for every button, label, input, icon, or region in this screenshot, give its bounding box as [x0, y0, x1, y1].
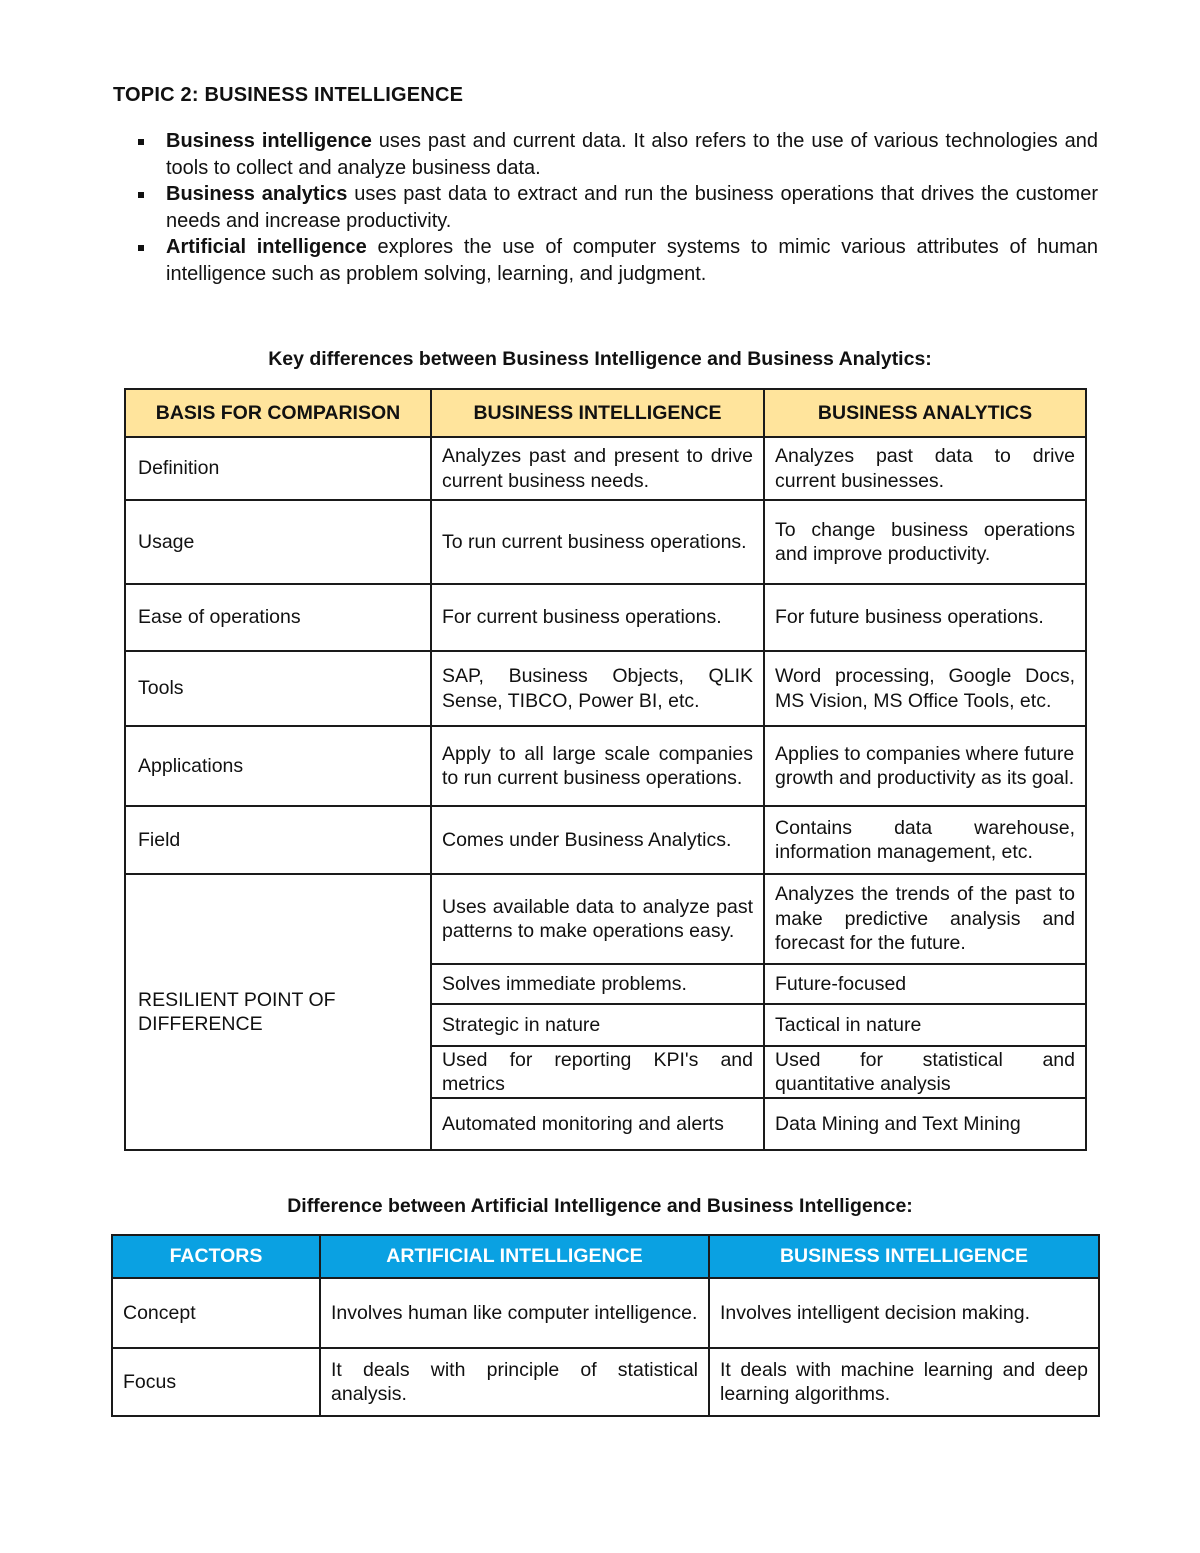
- header-cell: BUSINESS INTELLIGENCE: [431, 389, 764, 437]
- bi-cell: Automated monitoring and alerts: [431, 1098, 764, 1150]
- ba-cell: Applies to companies where future growth and productivity as its goal.: [764, 726, 1086, 806]
- definition-list: [166, 128, 1098, 288]
- ba-cell: To change business operations and improve productivity.: [764, 500, 1086, 584]
- square-bullet-icon: [138, 192, 144, 198]
- ai-vs-bi-table: [111, 1234, 1100, 1417]
- ba-cell: Future-focused: [764, 964, 1086, 1004]
- basis-cell: Field: [125, 806, 431, 874]
- header-cell: BUSINESS INTELLIGENCE: [709, 1235, 1099, 1278]
- bi-cell: Solves immediate problems.: [431, 964, 764, 1004]
- factor-cell: Concept: [112, 1278, 320, 1348]
- table-row: [125, 874, 1086, 964]
- header-cell: ARTIFICIAL INTELLIGENCE: [320, 1235, 709, 1278]
- list-item: [166, 234, 1098, 287]
- bi-cell: Analyzes past and present to drive current business needs.: [431, 437, 764, 500]
- ba-cell: Analyzes the trends of the past to make predictive analysis and forecast for the future.: [764, 874, 1086, 964]
- basis-cell: Tools: [125, 651, 431, 726]
- page-title: TOPIC 2: BUSINESS INTELLIGENCE: [113, 84, 464, 106]
- basis-cell: Ease of operations: [125, 584, 431, 651]
- bi-cell: Comes under Business Analytics.: [431, 806, 764, 874]
- ba-cell: Analyzes past data to drive current businesses.: [764, 437, 1086, 500]
- bi-cell: Used for reporting KPI's and metrics: [431, 1046, 764, 1098]
- table-header-row: [112, 1235, 1099, 1278]
- table-row: [112, 1278, 1099, 1348]
- table-header-row: [125, 389, 1086, 437]
- factor-cell: Focus: [112, 1348, 320, 1416]
- table-row: [125, 651, 1086, 726]
- ba-cell: For future business operations.: [764, 584, 1086, 651]
- bi-vs-ba-table: [124, 388, 1087, 1151]
- table-row: [125, 500, 1086, 584]
- bi-cell: Apply to all large scale companies to run current business operations.: [431, 726, 764, 806]
- term: Business intelligence: [166, 130, 372, 152]
- term: Business analytics: [166, 183, 348, 206]
- list-item: [166, 128, 1098, 181]
- definition: uses past and current data. It also refers to the use of various technologies and tools to collect and analyze business data.: [166, 130, 1098, 179]
- table-row: [125, 726, 1086, 806]
- resilient-label-cell: RESILIENT POINT OF DIFFERENCE: [125, 874, 431, 1150]
- header-cell: FACTORS: [112, 1235, 320, 1278]
- bi-cell: To run current business operations.: [431, 500, 764, 584]
- header-cell: BUSINESS ANALYTICS: [764, 389, 1086, 437]
- bi-cell: Strategic in nature: [431, 1004, 764, 1046]
- term: Artificial intelligence: [166, 236, 367, 259]
- basis-cell: Applications: [125, 726, 431, 806]
- table1-caption: Key differences between Business Intelligence and Business Analytics:: [268, 348, 932, 370]
- bi-cell: SAP, Business Objects, QLIK Sense, TIBCO, Power BI, etc.: [431, 651, 764, 726]
- table-row: [125, 437, 1086, 500]
- bi-cell: Uses available data to analyze past patterns to make operations easy.: [431, 874, 764, 964]
- ba-cell: Data Mining and Text Mining: [764, 1098, 1086, 1150]
- bi-cell: For current business operations.: [431, 584, 764, 651]
- table-row: [125, 806, 1086, 874]
- bi-cell: It deals with machine learning and deep learning algorithms.: [709, 1348, 1099, 1416]
- ba-cell: Contains data warehouse, information management, etc.: [764, 806, 1086, 874]
- header-cell: BASIS FOR COMPARISON: [125, 389, 431, 437]
- ba-cell: Tactical in nature: [764, 1004, 1086, 1046]
- table-row: [125, 584, 1086, 651]
- bi-cell: Involves intelligent decision making.: [709, 1278, 1099, 1348]
- basis-cell: Usage: [125, 500, 431, 584]
- definition: uses past data to extract and run the business operations that drives the customer needs and increase productivity.: [166, 183, 1098, 232]
- ba-cell: Used for statistical and quantitative analysis: [764, 1046, 1086, 1098]
- definition: explores the use of computer systems to mimic various attributes of human intelligence such as problem solving, learning, and judgment.: [166, 236, 1098, 285]
- basis-cell: Definition: [125, 437, 431, 500]
- table-row: [112, 1348, 1099, 1416]
- ai-cell: Involves human like computer intelligence.: [320, 1278, 709, 1348]
- ba-cell: Word processing, Google Docs, MS Vision, MS Office Tools, etc.: [764, 651, 1086, 726]
- table2-caption: Difference between Artificial Intelligence and Business Intelligence:: [287, 1195, 913, 1217]
- list-item: [166, 181, 1098, 234]
- square-bullet-icon: [138, 139, 144, 145]
- square-bullet-icon: [138, 245, 144, 251]
- ai-cell: It deals with principle of statistical analysis.: [320, 1348, 709, 1416]
